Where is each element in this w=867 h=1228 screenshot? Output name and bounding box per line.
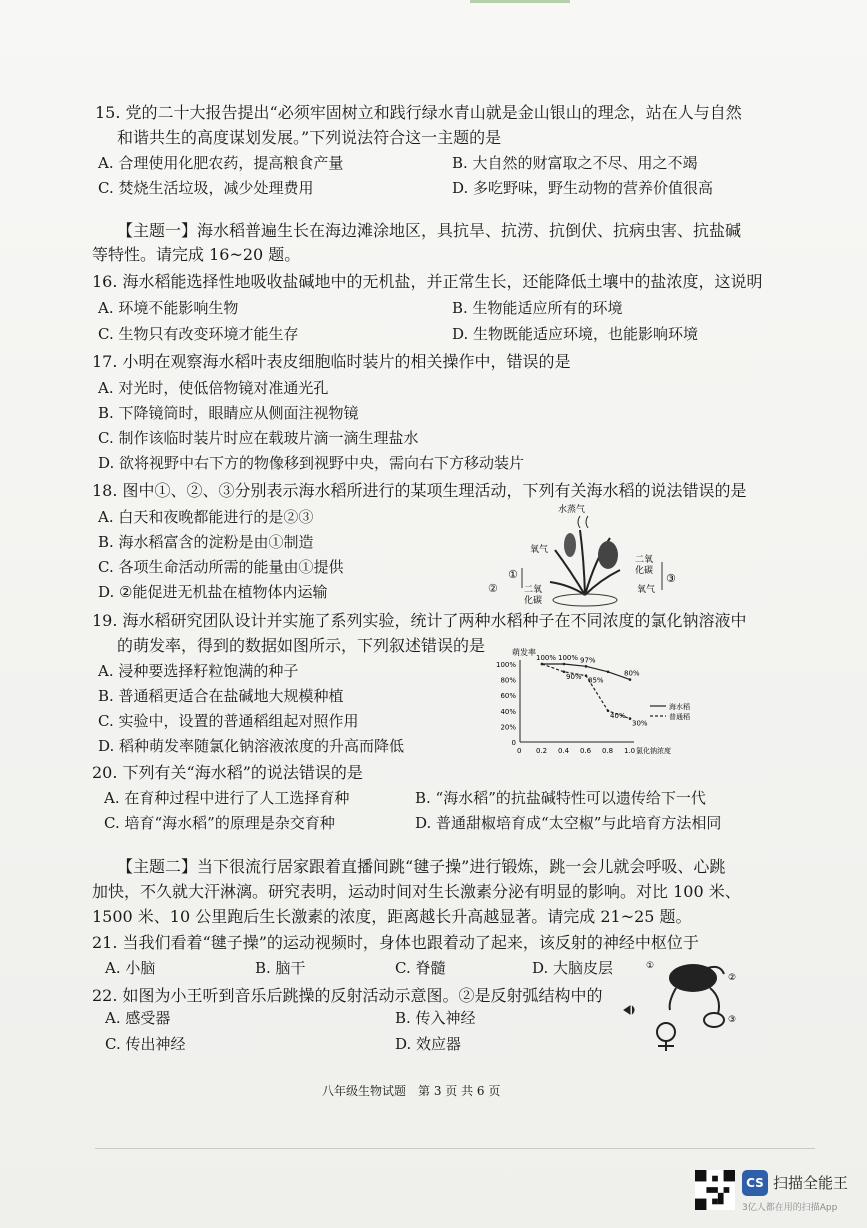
chart-xlabel: 氯化钠浓度 bbox=[636, 747, 671, 755]
divider bbox=[95, 1148, 815, 1149]
legend-label: 海水稻 bbox=[669, 703, 690, 711]
q21-stem: 21. 当我们看着“毽子操”的运动视频时，身体也跟着动了起来，该反射的神经中枢位于 bbox=[92, 933, 699, 952]
person-body-icon bbox=[658, 1041, 674, 1051]
q16-option-d: D. 生物既能适应环境，也能影响环境 bbox=[452, 325, 699, 343]
data-point bbox=[541, 663, 544, 666]
data-label: 100% bbox=[536, 654, 557, 662]
rice-panicle bbox=[598, 541, 618, 569]
q17-option-a: A. 对光时，使低倍物镜对准通光孔 bbox=[98, 379, 329, 397]
germination-chart bbox=[490, 646, 715, 756]
q20-option-d: D. 普通甜椒培育成“太空椒”与此培育方法相同 bbox=[415, 814, 722, 832]
q20-option-c: C. 培育“海水稻”的原理是杂交育种 bbox=[104, 814, 335, 832]
q21-option-d: D. 大脑皮层 bbox=[532, 959, 614, 977]
chart-legend bbox=[650, 702, 690, 721]
data-point bbox=[607, 710, 610, 713]
reflex-mark-2: ② bbox=[728, 973, 737, 983]
data-label: 100% bbox=[558, 654, 579, 662]
theme2-line3: 1500 米、10 公里跑后生长激素的浓度，距离越长升高越显著。请完成 21~25 题。 bbox=[92, 907, 692, 926]
data-point bbox=[585, 665, 588, 668]
x-tick-label: 0.8 bbox=[602, 747, 614, 755]
q18-option-d: D. ②能促进无机盐在植物体内运输 bbox=[98, 583, 328, 601]
q19-stem-line1: 19. 海水稻研究团队设计并实施了系列实验，统计了两种水稻种子在不同浓度的氯化钠溶液中 bbox=[92, 611, 747, 630]
q22-option-d: D. 效应器 bbox=[395, 1035, 462, 1053]
co2-left-label-2: 化碳 bbox=[524, 596, 543, 606]
data-point bbox=[629, 717, 632, 720]
x-tick-label: 0.2 bbox=[536, 747, 548, 755]
qr-code-icon bbox=[695, 1170, 735, 1210]
y-tick-label: 100% bbox=[495, 661, 516, 669]
q15-stem-line2: 和谐共生的高度谋划发展。”下列说法符合这一主题的是 bbox=[117, 128, 502, 147]
q17-stem: 17. 小明在观察海水稻叶表皮细胞临时装片的相关操作中，错误的是 bbox=[92, 352, 571, 371]
q19-option-c: C. 实验中，设置的普通稻组起对照作用 bbox=[98, 712, 359, 730]
q20-option-a: A. 在育种过程中进行了人工选择育种 bbox=[104, 789, 350, 807]
speaker-icon bbox=[624, 1006, 634, 1014]
y-tick-label: 60% bbox=[500, 692, 516, 701]
x-tick-label: 0.4 bbox=[558, 747, 570, 755]
cs-logo-icon: CS bbox=[742, 1170, 768, 1196]
q18-option-b: B. 海水稻富含的淀粉是由①制造 bbox=[98, 533, 314, 551]
q16-option-b: B. 生物能适应所有的环境 bbox=[452, 299, 623, 317]
vapor-arrows bbox=[578, 516, 588, 528]
q21-option-b: B. 脑干 bbox=[255, 959, 306, 977]
data-label: 80% bbox=[624, 669, 640, 678]
data-point bbox=[607, 671, 610, 674]
q17-option-c: C. 制作该临时装片时应在载玻片滴一滴生理盐水 bbox=[98, 429, 419, 447]
person-head-icon bbox=[657, 1023, 675, 1041]
q18-stem: 18. 图中①、②、③分别表示海水稻所进行的某项生理活动，下列有关海水稻的说法错误的是 bbox=[92, 481, 747, 500]
theme1-line1: 【主题一】海水稻普遍生长在海边滩涂地区，具抗旱、抗涝、抗倒伏、抗病虫害、抗盐碱 bbox=[117, 221, 742, 240]
q22-stem: 22. 如图为小王听到音乐后跳操的反射活动示意图。②是反射弧结构中的 bbox=[92, 986, 603, 1005]
q16-option-c: C. 生物只有改变环境才能生存 bbox=[98, 325, 299, 343]
series-line-putongdao bbox=[542, 664, 630, 719]
page-footer: 八年级生物试题 第 3 页 共 6 页 bbox=[322, 1084, 501, 1098]
y-tick-label: 20% bbox=[500, 723, 516, 732]
data-point bbox=[585, 674, 588, 677]
data-point bbox=[563, 671, 566, 674]
x-tick-label: 1.0 bbox=[624, 747, 636, 755]
reflex-mark-1: ① bbox=[646, 961, 655, 971]
data-label: 30% bbox=[632, 719, 648, 728]
arc-arrow-right bbox=[710, 988, 719, 1014]
q15-option-c: C. 焚烧生活垃圾，减少处理费用 bbox=[98, 179, 314, 197]
scanner-app-name: 扫描全能王 bbox=[773, 1174, 849, 1192]
rice-leaf-cluster bbox=[564, 533, 576, 557]
q22-option-b: B. 传入神经 bbox=[395, 1009, 476, 1027]
q21-option-a: A. 小脑 bbox=[105, 959, 156, 977]
rice-plant-figure bbox=[500, 500, 690, 612]
q21-option-c: C. 脊髓 bbox=[395, 959, 446, 977]
q19-option-d: D. 稻种萌发率随氯化钠溶液浓度的升高而降低 bbox=[98, 737, 405, 755]
process-mark-1: ① bbox=[508, 568, 518, 581]
data-label: 40% bbox=[610, 711, 626, 720]
chart-axes bbox=[520, 660, 671, 755]
scanner-tagline: 3亿人都在用的扫描App bbox=[742, 1203, 838, 1213]
reflex-mark-3: ③ bbox=[728, 1015, 737, 1025]
water-vapor-label: 水蒸气 bbox=[558, 505, 586, 515]
theme2-line1: 【主题二】当下很流行居家跟着直播间跳“毽子操”进行锻炼，跳一会儿就会呼吸、心跳 bbox=[117, 857, 726, 876]
y-tick-label: 80% bbox=[500, 676, 516, 685]
soil-ellipse bbox=[553, 594, 617, 606]
scan-artifact bbox=[470, 0, 570, 3]
oxygen-right-label: 氧气 bbox=[637, 585, 656, 595]
y-tick-label: 40% bbox=[500, 707, 516, 716]
q15-stem-line1: 15. 党的二十大报告提出“必须牢固树立和践行绿水青山就是金山银山的理念，站在人与自然 bbox=[95, 103, 742, 122]
co2-right-label-1: 二氧 bbox=[635, 555, 654, 565]
chart-series bbox=[536, 654, 648, 728]
q16-stem: 16. 海水稻能选择性地吸收盐碱地中的无机盐，并正常生长，还能降低土壤中的盐浓度，这说明 bbox=[92, 272, 763, 291]
x-tick-label: 0 bbox=[517, 747, 522, 755]
q19-stem-line2: 的萌发率，得到的数据如图所示，下列叙述错误的是 bbox=[117, 636, 486, 655]
q15-option-a: A. 合理使用化肥农药，提高粮食产量 bbox=[98, 154, 344, 172]
brain-small-icon bbox=[704, 1013, 724, 1027]
arc-arrow-left bbox=[670, 988, 676, 1010]
q18-option-a: A. 白天和夜晚都能进行的是②③ bbox=[98, 508, 314, 526]
data-label: 97% bbox=[580, 656, 596, 665]
q17-option-d: D. 欲将视野中右下方的物像移到视野中央，需向右下方移动装片 bbox=[98, 454, 525, 472]
q18-option-c: C. 各项生命活动所需的能量由①提供 bbox=[98, 558, 344, 576]
q17-option-b: B. 下降镜筒时，眼睛应从侧面注视物镜 bbox=[98, 404, 359, 422]
reflex-arc-figure bbox=[618, 958, 743, 1056]
chart-ylabel: 萌发率 bbox=[512, 648, 536, 657]
data-label: 90% bbox=[566, 672, 582, 681]
q16-option-a: A. 环境不能影响生物 bbox=[98, 299, 239, 317]
co2-left-label-1: 二氧 bbox=[524, 585, 543, 595]
q19-option-b: B. 普通稻更适合在盐碱地大规模种植 bbox=[98, 687, 344, 705]
q22-option-c: C. 传出神经 bbox=[105, 1035, 186, 1053]
q15-option-d: D. 多吃野味，野生动物的营养价值很高 bbox=[452, 179, 714, 197]
theme1-line2: 等特性。请完成 16~20 题。 bbox=[92, 245, 301, 264]
q19-option-a: A. 浸种要选择籽粒饱满的种子 bbox=[98, 662, 299, 680]
co2-right-label-2: 化碳 bbox=[635, 566, 654, 576]
data-point bbox=[563, 663, 566, 666]
q15-option-b: B. 大自然的财富取之不尽、用之不竭 bbox=[452, 154, 698, 172]
q20-stem: 20. 下列有关“海水稻”的说法错误的是 bbox=[92, 763, 363, 782]
theme2-line2: 加快，不久就大汗淋漓。研究表明，运动时间对生长激素分泌有明显的影响。对比 100 米、 bbox=[92, 882, 741, 901]
process-mark-2: ② bbox=[488, 582, 498, 595]
x-tick-label: 0.6 bbox=[580, 747, 592, 755]
legend-label: 普通稻 bbox=[669, 713, 690, 721]
q20-option-b: B. “海水稻”的抗盐碱特性可以遗传给下一代 bbox=[415, 789, 706, 807]
data-point bbox=[629, 678, 632, 681]
process-mark-3: ③ bbox=[666, 572, 676, 585]
q22-option-a: A. 感受器 bbox=[105, 1009, 171, 1027]
y-tick-label: 0 bbox=[511, 739, 516, 747]
oxygen-left-label: 氧气 bbox=[530, 545, 549, 555]
data-label: 85% bbox=[588, 676, 604, 685]
